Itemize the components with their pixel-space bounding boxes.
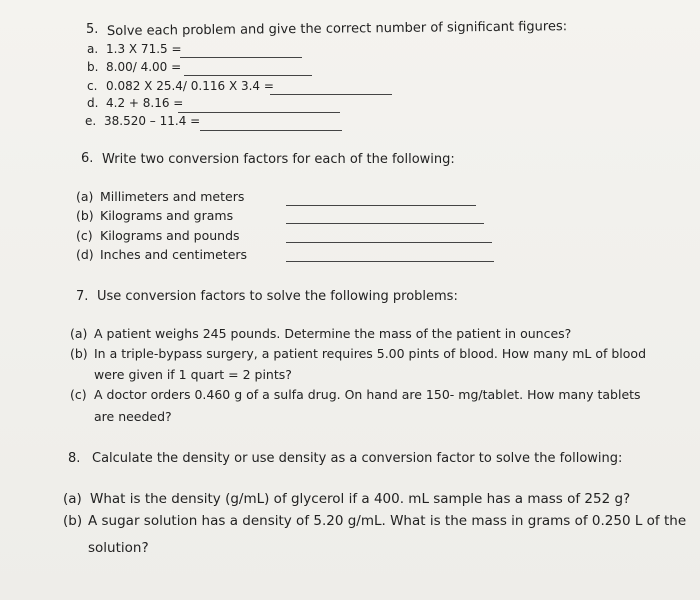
q8-number: 8. (68, 451, 81, 466)
q5c-letter: c. (87, 79, 98, 93)
q5a-letter: a. (87, 42, 99, 56)
q6a-answer-line (286, 205, 476, 206)
q5c-answer-line (270, 94, 392, 95)
q8a-letter: (a) (63, 491, 82, 507)
q5d-answer-line (178, 112, 340, 113)
q6a-letter: (a) (76, 189, 94, 204)
q5e-expr: 38.520 – 11.4 = (104, 114, 201, 128)
q6c-answer-line (286, 242, 492, 243)
q5e-answer-line (200, 130, 342, 131)
q6b-answer-line (286, 223, 484, 224)
q7c-letter: (c) (70, 387, 87, 402)
q5-number: 5. (86, 22, 99, 37)
q5b-expr: 8.00/ 4.00 = (106, 60, 182, 74)
q8b-letter: (b) (63, 513, 83, 529)
q7b-line2: were given if 1 quart = 2 pints? (94, 367, 292, 382)
q5a-answer-line (180, 57, 302, 58)
q8b-line2: solution? (88, 540, 149, 556)
q8a-text: What is the density (g/mL) of glycerol if a 400. mL sample has a mass of 252 g? (90, 491, 631, 507)
q5a-expr: 1.3 X 71.5 = (106, 42, 182, 56)
q5-prompt: Solve each problem and give the correct number of significant figures: (106, 19, 568, 39)
q7c-line2: are needed? (94, 409, 172, 424)
q6d-answer-line (286, 261, 494, 262)
q7b-line1: In a triple-bypass surgery, a patient requires 5.00 pints of blood. How many mL of blood (94, 346, 647, 361)
q6d-text: Inches and centimeters (100, 247, 248, 262)
q5e-letter: e. (85, 114, 97, 128)
q5c-expr: 0.082 X 25.4/ 0.116 X 3.4 = (106, 79, 274, 93)
q6c-text: Kilograms and pounds (100, 228, 240, 243)
q5b-letter: b. (87, 60, 99, 74)
q5d-letter: d. (87, 96, 99, 110)
q6d-letter: (d) (76, 247, 94, 262)
q6b-text: Kilograms and grams (100, 208, 234, 223)
q6a-text: Millimeters and meters (100, 189, 245, 204)
q6-number: 6. (81, 151, 94, 166)
q6b-letter: (b) (76, 208, 94, 223)
q8-prompt: Calculate the density or use density as a conversion factor to solve the following: (92, 451, 623, 466)
q7c-line1: A doctor orders 0.460 g of a sulfa drug. On hand are 150- mg/tablet. How many tablets (94, 387, 641, 402)
q7a-text: A patient weighs 245 pounds. Determine the mass of the patient in ounces? (94, 326, 572, 341)
q5b-answer-line (184, 75, 312, 76)
q7a-letter: (a) (70, 326, 88, 341)
q7-number: 7. (76, 289, 89, 304)
q6c-letter: (c) (76, 228, 93, 243)
q8b-line1: A sugar solution has a density of 5.20 g/mL. What is the mass in grams of 0.250 L of the (88, 513, 687, 529)
q5d-expr: 4.2 + 8.16 = (106, 96, 184, 110)
q7-prompt: Use conversion factors to solve the following problems: (97, 289, 458, 304)
q7b-letter: (b) (70, 346, 88, 361)
q6-prompt: Write two conversion factors for each of the following: (102, 152, 455, 167)
